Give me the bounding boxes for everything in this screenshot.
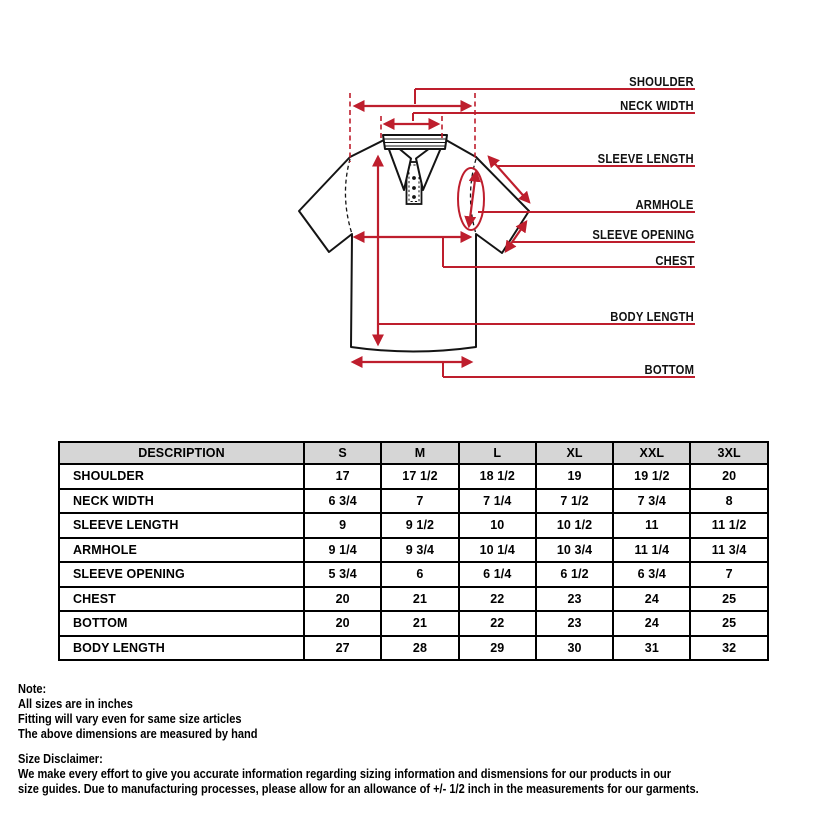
value-cell: 9 — [304, 513, 381, 538]
description-cell: CHEST — [59, 587, 304, 612]
column-header: XXL — [613, 442, 690, 464]
value-cell: 17 1/2 — [381, 464, 458, 489]
value-cell: 6 — [381, 562, 458, 587]
column-header: L — [459, 442, 536, 464]
value-cell: 21 — [381, 587, 458, 612]
description-cell: SHOULDER — [59, 464, 304, 489]
description-cell: SLEEVE OPENING — [59, 562, 304, 587]
note-line: Fitting will vary even for same size articles — [18, 711, 242, 726]
value-cell: 8 — [690, 489, 767, 514]
value-cell: 23 — [536, 611, 613, 636]
value-cell: 11 — [613, 513, 690, 538]
value-cell: 6 3/4 — [304, 489, 381, 514]
description-cell: NECK WIDTH — [59, 489, 304, 514]
value-cell: 21 — [381, 611, 458, 636]
table-row — [59, 513, 768, 538]
note-line: All sizes are in inches — [18, 696, 133, 711]
value-cell: 19 1/2 — [613, 464, 690, 489]
value-cell: 7 1/4 — [459, 489, 536, 514]
label-armhole: ARMHOLE — [635, 198, 694, 212]
label-sleeve-opening: SLEEVE OPENING — [592, 228, 694, 242]
table-row — [59, 464, 768, 489]
column-header: M — [381, 442, 458, 464]
value-cell: 18 1/2 — [459, 464, 536, 489]
value-cell: 11 1/2 — [690, 513, 767, 538]
note-line: The above dimensions are measured by hand — [18, 726, 258, 741]
disclaimer-line: We make every effort to give you accurate information regarding sizing information and dismensions for our products in our — [18, 766, 672, 781]
label-chest: CHEST — [654, 254, 694, 268]
column-header: XL — [536, 442, 613, 464]
table-row — [59, 489, 768, 514]
value-cell: 7 — [690, 562, 767, 587]
description-cell: SLEEVE LENGTH — [59, 513, 304, 538]
value-cell: 20 — [304, 611, 381, 636]
value-cell: 28 — [381, 636, 458, 661]
value-cell: 19 — [536, 464, 613, 489]
value-cell: 17 — [304, 464, 381, 489]
value-cell: 29 — [459, 636, 536, 661]
table-row — [59, 562, 768, 587]
table-row — [59, 611, 768, 636]
value-cell: 11 3/4 — [690, 538, 767, 563]
shirt-outline — [299, 135, 529, 352]
note-block — [18, 681, 300, 741]
label-neck-width: NECK WIDTH — [620, 99, 694, 113]
value-cell: 11 1/4 — [613, 538, 690, 563]
description-cell: ARMHOLE — [59, 538, 304, 563]
value-cell: 22 — [459, 587, 536, 612]
value-cell: 22 — [459, 611, 536, 636]
label-shoulder: SHOULDER — [629, 75, 694, 89]
value-cell: 30 — [536, 636, 613, 661]
value-cell: 10 3/4 — [536, 538, 613, 563]
disclaimer-title: Size Disclaimer: — [18, 751, 103, 766]
value-cell: 6 1/4 — [459, 562, 536, 587]
disclaimer-block — [18, 751, 819, 796]
size-chart-table — [58, 441, 769, 661]
value-cell: 24 — [613, 587, 690, 612]
value-cell: 23 — [536, 587, 613, 612]
description-cell: BOTTOM — [59, 611, 304, 636]
label-bottom: BOTTOM — [644, 363, 694, 377]
column-header: DESCRIPTION — [59, 442, 304, 464]
table-header — [59, 442, 768, 464]
value-cell: 7 1/2 — [536, 489, 613, 514]
value-cell: 27 — [304, 636, 381, 661]
value-cell: 6 1/2 — [536, 562, 613, 587]
note-title: Note: — [18, 681, 47, 696]
value-cell: 24 — [613, 611, 690, 636]
value-cell: 7 3/4 — [613, 489, 690, 514]
value-cell: 7 — [381, 489, 458, 514]
value-cell: 10 1/4 — [459, 538, 536, 563]
value-cell: 32 — [690, 636, 767, 661]
value-cell: 9 1/2 — [381, 513, 458, 538]
label-sleeve-length: SLEEVE LENGTH — [597, 152, 694, 166]
value-cell: 10 — [459, 513, 536, 538]
value-cell: 25 — [690, 611, 767, 636]
label-body-length: BODY LENGTH — [610, 310, 694, 324]
description-cell: BODY LENGTH — [59, 636, 304, 661]
value-cell: 6 3/4 — [613, 562, 690, 587]
value-cell: 9 1/4 — [304, 538, 381, 563]
value-cell: 25 — [690, 587, 767, 612]
column-header: S — [304, 442, 381, 464]
value-cell: 20 — [690, 464, 767, 489]
value-cell: 9 3/4 — [381, 538, 458, 563]
value-cell: 5 3/4 — [304, 562, 381, 587]
table-row — [59, 587, 768, 612]
table-row — [59, 538, 768, 563]
value-cell: 10 1/2 — [536, 513, 613, 538]
neck-width-measure — [385, 113, 695, 124]
value-cell: 31 — [613, 636, 690, 661]
disclaimer-line: size guides. Due to manufacturing processes, please allow for an allowance of +/- 1/2 inch in the measurements for our garments. — [18, 781, 699, 796]
table-row — [59, 636, 768, 661]
value-cell: 20 — [304, 587, 381, 612]
column-header: 3XL — [690, 442, 767, 464]
